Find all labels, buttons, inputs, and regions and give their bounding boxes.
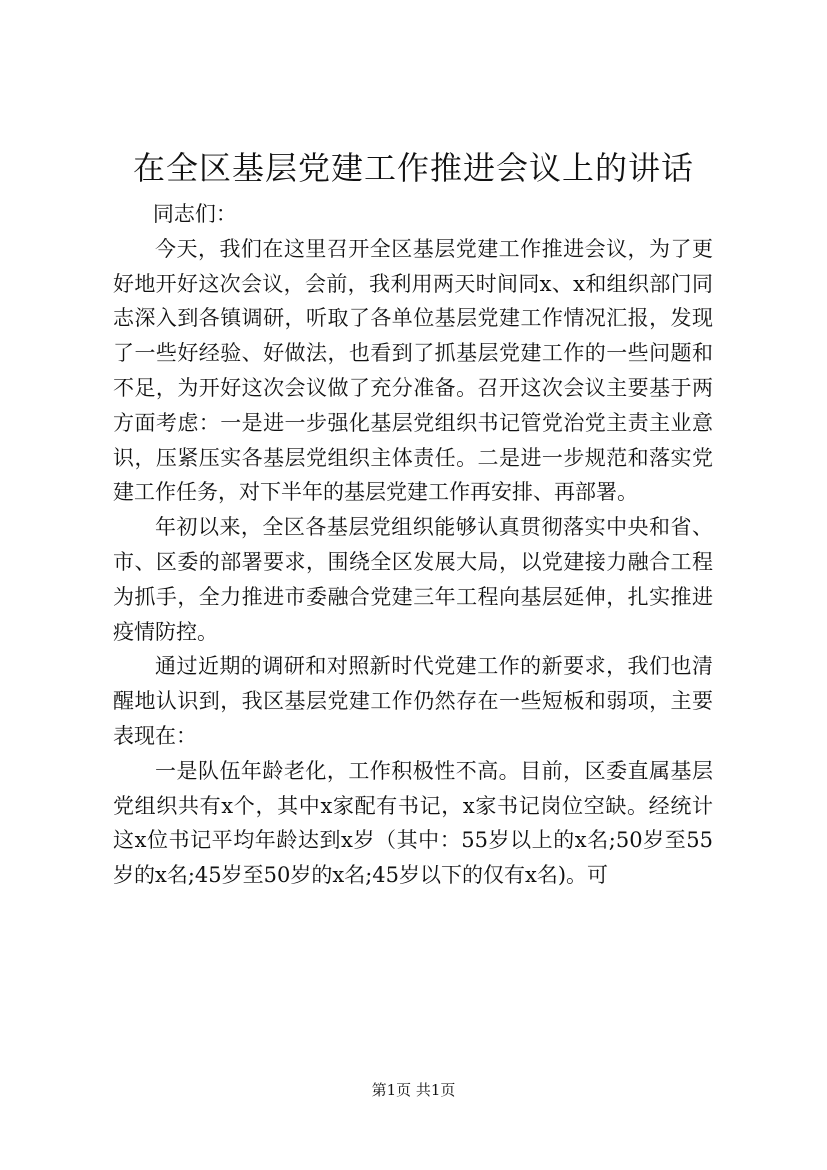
- document-title: 在全区基层党建工作推进会议上的讲话: [132, 149, 694, 187]
- paragraph-3: 通过近期的调研和对照新时代党建工作的新要求，我们也清醒地认识到，我区基层党建工作仍然存在一些短板和弱项，主要表现在：: [113, 654, 713, 748]
- paragraph-2: 年初以来，全区各基层党组织能够认真贯彻落实中央和省、市、区委的部署要求，围绕全区发展大局，以党建接力融合工程为抓手，全力推进市委融合党建三年工程向基层延伸，扎实推进疫情防控。: [113, 515, 713, 644]
- page-footer: 第1页 共1页: [371, 1081, 456, 1099]
- document-body: [113, 197, 713, 893]
- greeting: 同志们：: [152, 202, 237, 226]
- paragraph-1: 今天，我们在这里召开全区基层党建工作推进会议，为了更好地开好这次会议，会前，我利用两天时间同x、x和组织部门同志深入到各镇调研，听取了各单位基层党建工作情况汇报，发现了一些好经验、好做法，也看到了抓基层党建工作的一些问题和不足，为开好这次会议做了充分准备。召开这次会议主要基于两方面考虑：一是进一步强化基层党组织书记管党治党主责主业意识，压紧压实各基层党组织主体责任。二是进一步规范和落实党建工作任务，对下半年的基层党建工作再安排、再部署。: [113, 236, 713, 505]
- paragraph-4: 一是队伍年龄老化，工作积极性不高。目前，区委直属基层党组织共有x个，其中x家配有书记，x家书记岗位空缺。经统计这x位书记平均年龄达到x岁（其中：55岁以上的x名;50岁至55岁的x名;45岁至50岁的x名;45岁以下的仅有x名)。可: [113, 758, 713, 888]
